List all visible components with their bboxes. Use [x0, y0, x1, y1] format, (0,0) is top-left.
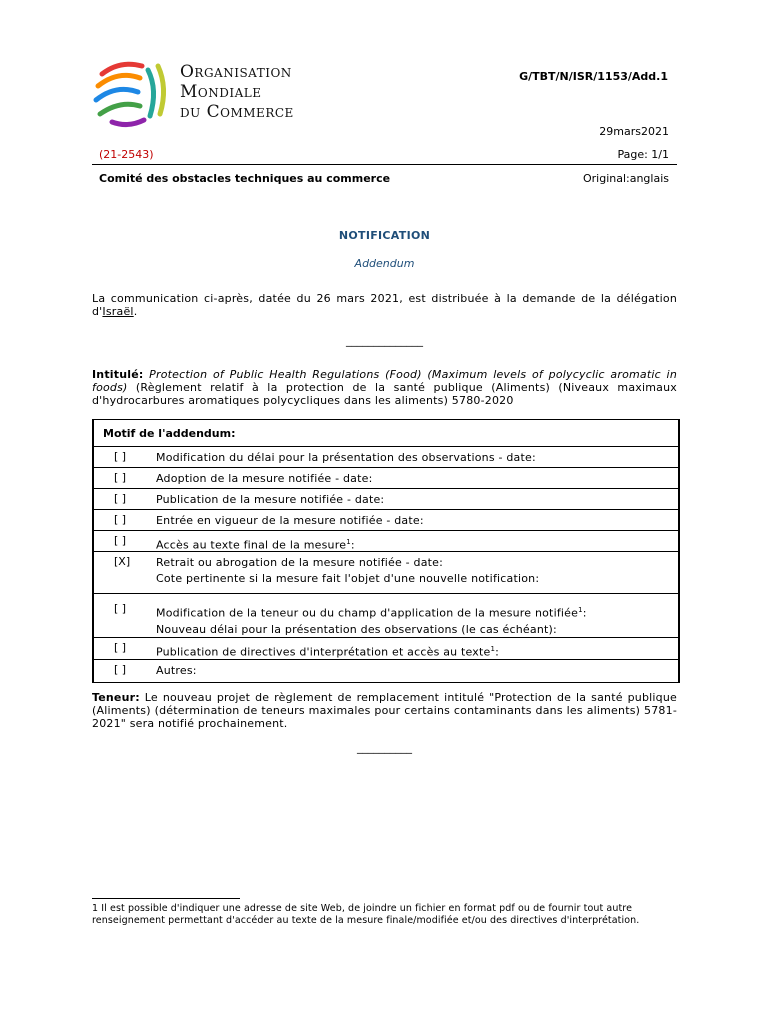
motif-row-text: Entrée en vigueur de la mesure notifiée - date: [156, 514, 424, 527]
original-language: Original:anglais [582, 172, 669, 185]
header-divider [92, 164, 677, 165]
footnote: 1 Il est possible d'indiquer une adresse de site Web, de joindre un fichier en format pdf ou de fournir tout autre renseignement permettant d'accéder au texte de la mesure finale/modifiée et/ou des directives d'interprétation. [92, 903, 640, 926]
end-separator: __________ [357, 741, 412, 754]
motif-row-line: Retrait ou abrogation de la mesure notifiée - date: [156, 556, 444, 569]
title-italic: Protection of Public Health Regulations (Food) (Maximum levels of polycyclic aromatic in foods) [92, 368, 677, 394]
motif-row [94, 593, 678, 638]
motif-row-line: Accès au texte final de la mesure [156, 538, 347, 552]
title-paragraph [92, 368, 677, 407]
org-name-line2: Mondiale [180, 82, 262, 102]
motif-row-line2: Cote pertinente si la mesure fait l'objet d'une nouvelle notification: [156, 572, 540, 585]
wto-logo-icon [92, 56, 172, 132]
motif-row [94, 551, 678, 594]
document-number: (21-2543) [99, 148, 154, 161]
page-number: Page: 1/1 [617, 148, 669, 161]
checkbox-mark: [ ] [114, 602, 127, 615]
title-rest: (Règlement relatif à la protection de la santé publique (Aliments) (Niveaux maximaux d'hydrocarbures aromatiques polycycliques dans les aliments) 5780-2020 [92, 381, 677, 407]
checkbox-mark: [ ] [114, 450, 127, 463]
content-label: Teneur: [92, 691, 140, 704]
motif-row-text: Modification du délai pour la présentation des observations - date: [156, 451, 536, 464]
checkbox-mark: [ ] [114, 471, 127, 484]
motif-row [94, 659, 678, 682]
addendum-reason-box [92, 419, 680, 683]
document-symbol: G/TBT/N/ISR/1153/Add.1 [519, 70, 668, 83]
checkbox-mark: [ ] [114, 492, 127, 505]
motif-row [94, 509, 678, 531]
checkbox-mark: [ ] [114, 513, 127, 526]
motif-row-text [156, 555, 539, 587]
document-date: 29mars2021 [599, 125, 669, 138]
committee-name: Comité des obstacles techniques au commerce [99, 172, 391, 185]
org-name-line1: Organisation [180, 62, 292, 82]
motif-row-line: Publication de directives d'interprétation et accès au texte [156, 645, 491, 659]
checkbox-mark: [ ] [114, 534, 127, 547]
content-text: Le nouveau projet de règlement de remplacement intitulé "Protection de la santé publique (Aliments) (détermination de teneurs maximales pour certains contaminants dans les aliments) 5781-2021" sera notifié prochainement. [92, 691, 677, 730]
checkbox-mark-checked: [X] [114, 555, 131, 568]
footnote-ref: 1 [578, 606, 583, 614]
footnote-divider [92, 898, 240, 899]
motif-row-line: Modification de la teneur ou du champ d'application de la mesure notifiée [156, 606, 579, 620]
organization-name [180, 62, 294, 122]
intro-text: La communication ci-après, datée du 26 mars 2021, est distribuée à la demande de la délégation d' [92, 292, 677, 318]
motif-row [94, 488, 678, 510]
motif-row-suffix: : [495, 645, 500, 659]
addendum-subtitle: Addendum [354, 257, 415, 270]
motif-row [94, 530, 678, 552]
motif-row-line2: Nouveau délai pour la présentation des observations (le cas échéant): [156, 622, 557, 636]
checkbox-mark: [ ] [114, 641, 127, 654]
separator-line: ______________ [346, 334, 423, 347]
footnote-ref: 1 [346, 538, 351, 546]
motif-row-text [156, 641, 499, 661]
notification-title: NOTIFICATION [338, 229, 431, 242]
motif-row [94, 446, 678, 468]
intro-end: . [133, 305, 138, 318]
intro-paragraph [92, 292, 677, 318]
motif-row-text: Adoption de la mesure notifiée - date: [156, 472, 373, 485]
motif-row-text: Autres: [156, 664, 197, 677]
motif-row [94, 467, 678, 489]
checkbox-mark: [ ] [114, 663, 127, 676]
org-name-line3: du Commerce [180, 102, 294, 122]
motif-row-suffix: : [582, 606, 587, 620]
motif-row-text [156, 602, 587, 638]
motif-row [94, 637, 678, 660]
motif-row-text: Publication de la mesure notifiée - date: [156, 493, 385, 506]
motif-heading: Motif de l'addendum: [103, 427, 236, 440]
motif-row-suffix: : [350, 538, 355, 552]
footnote-ref: 1 [490, 645, 496, 653]
content-paragraph [92, 691, 677, 730]
intro-country: Israël [102, 305, 134, 318]
title-label: Intitulé: [92, 368, 144, 381]
